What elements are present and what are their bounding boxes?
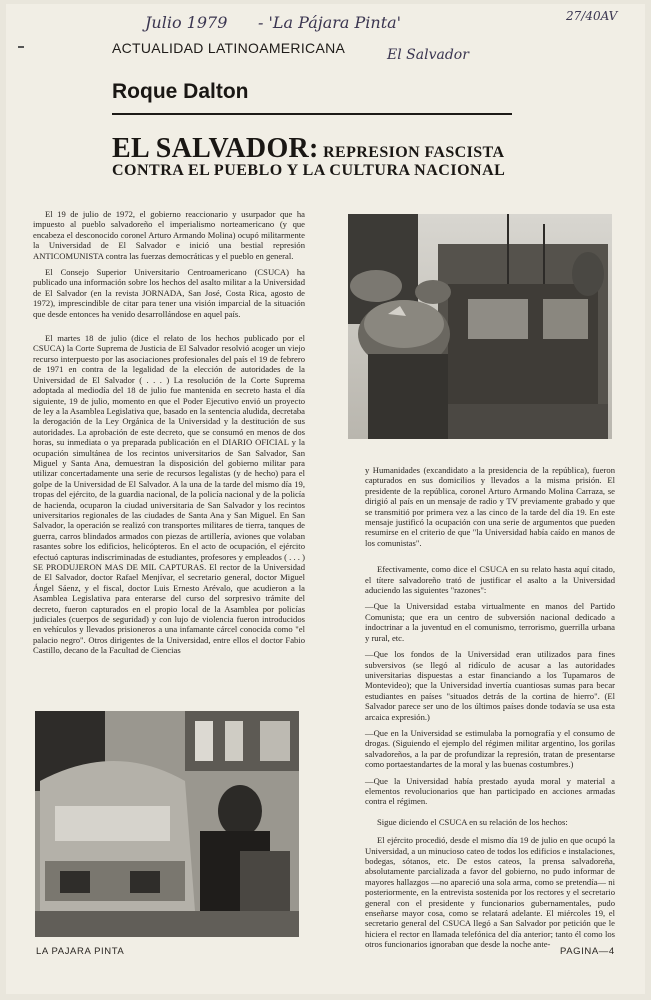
photo-soldiers-svg <box>348 214 612 439</box>
footer-publication: LA PAJARA PINTA <box>36 946 125 957</box>
paragraph: Sigue diciendo el CSUCA en su relación de los hechos: <box>377 816 568 827</box>
photo-armored-car-svg <box>35 711 299 937</box>
paragraph: y Humanidades (excandidato a la presidencia de la república), fueron capturados en sus domicilios y llevados a la misma prisión. El presidente de la república, coronel Arturo Armando Molina Carraza, se dirigió al país en un mensaje de radio y TV previamente grabado y que se transmitió por primera vez a las cinco de la tarde del día 19. En este mensaje justificó la ocupación con una serie de argumentos que pueden resumirse en el criterio de que "la Universidad había caído en manos de los comunistas". <box>365 465 615 548</box>
paragraph: —Que la Universidad estaba virtualmente en manos del Partido Comunista; que era un centro de subversión nacional dedicado a indoctrinar a la juventud en el comunismo, terrorismo, guerrilla urbana y rural, etc. <box>365 601 615 643</box>
right-column <box>365 465 615 950</box>
paragraph: Efectivamente, como dice el CSUCA en su relato hasta aquí citado, el títere salvadoreño trató de justificar el asalto a la Universidad aduciendo las siguientes "razones": <box>365 564 615 596</box>
photo-armored-car-soldier <box>35 711 299 937</box>
handwritten-date-note: Julio 1979 <box>145 13 228 32</box>
paragraph: El 19 de julio de 1972, el gobierno reaccionario y usurpador que ha impuesto al pueblo salvadoreño el imperialismo norteamericano (y que encabeza el desconocido coronel Arturo Armando Molina) ocupó militarmente la Universidad de El Salvador e inició una bestial represión ANTICOMUNISTA contra las fuerzas democráticas y el pueblo en general. <box>33 209 305 261</box>
section-label: ACTUALIDAD LATINOAMERICANA <box>112 40 346 56</box>
headline-subtitle: CONTRA EL PUEBLO Y LA CULTURA NACIONAL <box>112 162 506 179</box>
paragraph: El Consejo Superior Universitario Centroamericano (CSUCA) ha publicado una información sobre los hechos del asalto militar a la Universidad de El Salvador (en la revista JORNADA, San José, Costa Rica, agosto de 1972), imprescindible de citar para tener una visión imparcial de la situación que desde entonces ha venido desarrollándose en aquel país. <box>33 267 305 319</box>
handwritten-source-note: - 'La Pájara Pinta' <box>258 13 402 32</box>
paragraph: —Que en la Universidad se estimulaba la pornografía y el consumo de drogas. (Siguiendo el ejemplo del régimen militar argentino, los gorilas salvadoreños, a la par de profundizar la represión, tratan de presentarse como portaestandartes de la moral y las buenas costumbres.) <box>365 727 615 770</box>
paragraph: El ejército procedió, desde el mismo día 19 de julio en que ocupó la Universidad, a un minucioso cateo de todos los edificios e instalaciones, bodegas, sótanos, etc. De estos cateos, la prensa salvadoreña, absolutamente parcializada a favor del gobierno, no pudo informar de mayores hallazgos —no apareció una sola arma, como se pretendía— ni posteriormente, en la entrevista sostenida por los rectores y el secretario general con el presidente y funcionarios gubernamentales, pudo enseñarse mayor cosa, como se relatará adelante. El miércoles 19, el secretario general del CSUCA llegó a San Salvador por petición que le hiciera el rector en llamada telefónica del día anterior; tanto él como los otros funcionarios ignoraban que desde la noche ante- <box>365 835 615 950</box>
left-column <box>33 209 305 696</box>
handwritten-country-note: El Salvador <box>387 47 469 63</box>
punch-mark <box>18 46 24 48</box>
headline-main: EL SALVADOR: <box>112 133 319 164</box>
paragraph: El martes 18 de julio (dice el relato de los hechos publicado por el CSUCA) la Corte Suprema de Justicia de El Salvador resolvió acoger un viejo recurso interpuesto por las asociaciones profesionales del país el 19 de febrero de 1971 en contra de la legalidad de la elección de autoridades de la Universidad de El Salvador ( . . . ) La resolución de la Corte Suprema adoptada al mediodía del 18 de julio fue mantenida en secreto hasta el día siguiente, 19 de julio, momento en que el Poder Ejecutivo envió un proyecto de ley a la Asamblea Legislativa que, basado en la sentencia aludida, decretaba la derogación de la Ley Orgánica de la Universidad y la destitución de sus autoridades. La aprobación de este decreto, que se consumó en menos de dos horas, su inmediata o ya preparada publicación en el DIARIO OFICIAL y la ocupación simultánea de los recintos universitarios de San Salvador, San Miguel y Santa Ana, demuestran la disposición del gobierno militar para utilizar concertadamente una serie de recursos legalistas (y de hecho) para el golpe de la Universidad de El Salvador. A la una de la tarde del mismo día 19, tropas del ejército, de la guardia nacional, de la policía nacional y de la policía de hacienda, ocuparon la ciudad universitaria de San Salvador y los recintos universitarios regionales de las ciudades de Santa Ana y San Miguel. En San Salvador, la operación se realizó con transportes militares de tierra, tanques de guerra, carros blindados armados con piezas de artillería, aviones que volaban rasantes sobre los edificios, helicópteros. En el acto de ocupación, el ejército efectuó capturas indiscriminadas de estudiantes, profesores y empleados ( . . . ) SE PRODUJERON MAS DE MIL CAPTURAS. El rector de la Universidad de El Salvador, doctor Rafael Menjívar, el secretario general, doctor Miguel Ángel Sáenz, y el fiscal, doctor Luis Ernesto Arévalo, que acudieron a la Asamblea Legislativa para enterarse del curso del sorpresivo trámite del decreto, fueron capturados en el propio local de la Asamblea por policías judiciales (cuerpos de seguridad) y con lujo de violencia fueron introducidos en vehículos y llevados prisioneros a una infamante cárcel conocida como "el palacio negro". Otros dirigentes de la Universidad, entre ellos el doctor Fabio Castillo, decano de la Facultad de Ciencias <box>33 333 305 656</box>
headline-rest: REPRESION FASCISTA <box>318 144 505 161</box>
header-rule <box>112 113 512 115</box>
footer-page-number: PAGINA—4 <box>560 946 615 957</box>
paragraph: —Que los fondos de la Universidad eran utilizados para fines subversivos (se llegó al ridículo de acusar a las autoridades universitarias dispuestas a estar financiando a los Tupamaros de Montevideo); que la Universidad invertía cuantiosas sumas para becar estudiantes en países "situados detrás de la cortina de hierro". (El Salvador parece ser uno de los últimos países donde todavía se usa esta arcaica expresión.) <box>365 649 615 722</box>
author-name: Roque Dalton <box>112 80 249 103</box>
paragraph: —Que la Universidad había prestado ayuda moral y material a elementos revolucionarios que han participado en acciones armadas contra el régimen. <box>365 775 615 807</box>
photo-soldiers-armored-vehicle <box>348 214 612 439</box>
headline <box>112 133 504 165</box>
handwritten-code-note: 27/40AV <box>566 9 618 23</box>
